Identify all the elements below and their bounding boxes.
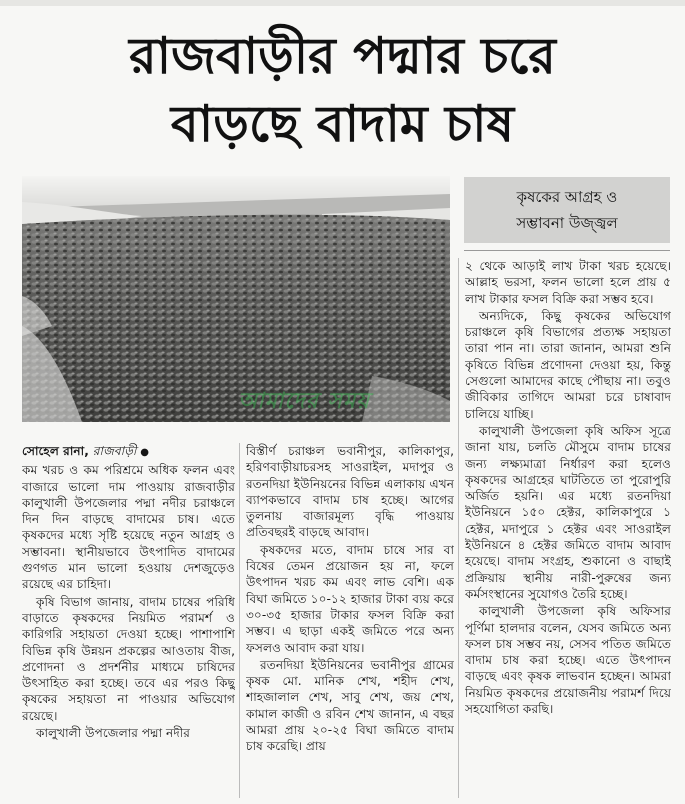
newspaper-watermark: আমাদের সময় [238,389,371,414]
byline-place: রাজবাড়ী [92,444,137,458]
paragraph: কৃষকদের মতে, বাদাম চাষে সার বা বিষের তেমন প্রয়োজন হয় না, ফলে উৎপাদন খরচ কম এবং লাভ বেশি। এক বিঘা জমিতে ১০-১২ হাজার টাকা ব্যয় করে ৩০-৩৫ হাজার টাকার ফসল বিক্রি করা সম্ভব। এ ছাড়া একই জমিতে পরে অন্য ফসলও আবাদ করা যায়। [246,542,454,655]
sidebar-line-1: কৃষকের আগ্রহ ও [516,188,618,206]
column-divider [458,258,459,798]
paragraph: কালুখালী উপজেলা কৃষি অফিসার পূর্ণিমা হালদার বলেন, যেসব জমিতে অন্য ফসল চাষ সম্ভব নয়, সেসব পতিত জমিতে বাদাম চাষ করা হচ্ছে। এতে উৎপাদন বাড়ছে এবং কৃষক লাভবান হচ্ছেন। আমরা নিয়মিত কৃষকদের প্রয়োজনীয় পরামর্শ দিয়ে সহযোগিতা করছি। [465,604,671,717]
sidebar-line-2: সম্ভাবনা উজ্জ্বল [516,214,618,232]
top-strip [0,0,685,6]
headline-line-2: বাড়ছে বাদাম চাষ [170,94,515,153]
sidebar-rule [464,250,670,251]
byline-bullet: ● [140,447,149,458]
article-column-3 [465,258,671,800]
column-divider [239,443,240,798]
headline [0,22,685,158]
paragraph: কালুখালী উপজেলার পদ্মা নদীর [36,726,190,741]
paragraph: অন্যদিকে, কিছু কৃষকের অভিযোগ চরাঞ্চলে কৃষি বিভাগের প্রত্যক্ষ সহায়তা তারা পান না। তারা জানান, আমরা শুনি কৃষিতে বিভিন্ন প্রণোদনা দেওয়া হয়, কিন্তু সেগুলো আমাদের কাছে পৌছায় না। তবুও জীবিকার তাগিদে আমরা চরে চাষাবাদ চালিয়ে যাচ্ছি। [465,308,671,421]
paragraph: রতনদিয়া ইউনিয়নের ভবানীপুর গ্রামের কৃষক মো. মানিক শেখ, শহীদ শেখ, শাহজালাল শেখ, সাবু শেখ, জয় শেখ, কামাল কাজী ও রবিন শেখ জানান, এ বছর আমরা প্রায় ২০-২৫ বিঘা জমিতে বাদাম চাষ করেছি। প্রায় [246,657,454,754]
byline-name: সোহেল রানা, [22,444,89,458]
article-column-1 [22,443,235,798]
paragraph: কালুখালী উপজেলা কৃষি অফিস সূত্রে জানা যায়, চলতি মৌসুমে বাদাম চাষের জন্য লক্ষ্যমাত্রা নির্ধারণ করা হলেও কৃষকদের আগ্রহের ঘাটতিতে তা পুরোপুরি অর্জিত হয়নি। এর মধ্যে রতনদিয়া ইউনিয়নে ১৫০ হেক্টর, কালিকাপুরে ১ হেক্টর, মদাপুরে ১ হেক্টর এবং সাওরাইল ইউনিয়নে ৪ হেক্টর জমিতে বাদাম আবাদ হয়েছে। বাদাম সংগ্রহ, শুকানো ও বাছাই প্রক্রিয়ায় স্থানীয় নারী-পুরুষের জন্য কর্মসংস্থানের সুযোগও তৈরি হচ্ছে। [465,423,671,601]
paragraph: বিস্তীর্ণ চরাঞ্চল ভবানীপুর, কালিকাপুর, হরিণবাড়ীয়াচরসহ সাওরাইল, মদাপুর ও রতনদিয়া ইউনিয়নের বিভিন্ন এলাকায় এখন ব্যাপকভাবে বাদাম চাষ হচ্ছে। আগের তুলনায় বাজারমূল্য বৃদ্ধি পাওয়ায় প্রতিবছরই বাড়ছে আবাদ। [246,444,454,540]
article-column-2 [246,443,454,798]
headline-line-1: রাজবাড়ীর পদ্মার চরে [129,26,556,85]
peanut-field-photo [22,176,450,422]
paragraph: ২ থেকে আড়াই লাখ টাকা খরচ হয়েছে। আল্লাহ ভরসা, ফলন ভালো হলে প্রায় ৫ লাখ টাকার ফসল বিক্রি করা সম্ভব হবে। [465,259,671,306]
sidebar-highlight-box [464,177,670,243]
byline [22,443,235,461]
paragraph: কৃষি বিভাগ জানায়, বাদাম চাষের পরিধি বাড়াতে কৃষকদের নিয়মিত পরামর্শ ও কারিগরি সহায়তা দেওয়া হচ্ছে। পাশাপাশি বিভিন্ন কৃষি উন্নয়ন প্রকল্পের আওতায় বীজ, প্রণোদনা ও প্রদর্শনীর মাধ্যমে চাষিদের উৎসাহিত করা হচ্ছে। তবে এর পরও কিছু কৃষকের সহায়তা না পাওয়ার অভিযোগ রয়েছে। [22,594,235,723]
paragraph: কম খরচ ও কম পরিশ্রমে অধিক ফলন এবং বাজারে ভালো দাম পাওয়ায় রাজবাড়ীর কালুখালী উপজেলার পদ্মা নদীর চরাঞ্চলে দিন দিন বাড়ছে বাদামের চাষ। এতে কৃষকদের মধ্যে সৃষ্টি হয়েছে নতুন আগ্রহ ও সম্ভাবনা। স্থানীয়ভাবে উৎপাদিত বাদামের গুণগত মান ভালো হওয়ায় দেশজুড়েও রয়েছে এর চাহিদা। [22,463,235,592]
photo-image [22,176,450,422]
sidebar-title [516,184,617,236]
